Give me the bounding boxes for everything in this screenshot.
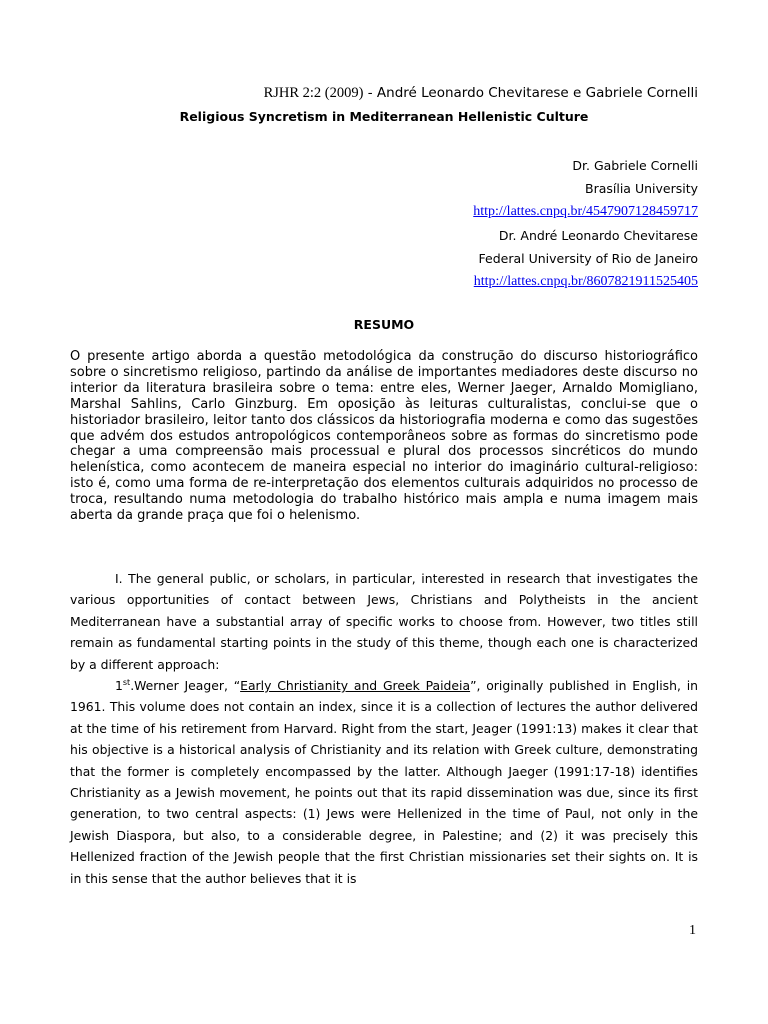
abstract-text: O presente artigo aborda a questão metodológica da construção do discurso historiográfico sobre o sincretismo religioso, partindo da análise de importantes mediadores deste discurso no interior da literatura brasileira sobre o tema: entre eles, Werner Jaeger, Arnaldo Momigliano, Marshal Sahlins, Carlo Ginzburg. Em oposição às leituras culturalistas, conclui-se que o historiador brasileiro, leitor tanto dos clássicos da historiografia moderna e como das sugestões que advém dos estudos antropológicos contemporâneos sobre as formas do sincretismo pode chegar a uma compreensão mais processual e plural dos processos sincréticos do mundo helenística, como acontecem de maneira especial no interior do imaginário cultural-religioso: isto é, como uma forma de re-interpretação dos elementos culturais adquiridos no processo de troca, resultando numa metodologia do trabalho histórico mais ampla e numa imagem mais aberta da grande praça que foi o helenismo. [70,349,698,524]
author-affiliation: Brasília University [585,181,698,197]
author-block [473,154,698,293]
author-lattes-link[interactable]: http://lattes.cnpq.br/4547907128459717 [473,204,698,220]
paragraph-text: .Werner Jeager, “ [130,678,241,694]
page-number: 1 [689,923,696,938]
author-lattes-link[interactable]: http://lattes.cnpq.br/8607821911525405 [473,274,698,290]
body-text [70,568,698,889]
abstract-heading: RESUMO [353,317,415,332]
article-title: Religious Syncretism in Mediterranean Hellenistic Culture [179,109,589,124]
journal-citation: RJHR 2:2 (2009) [263,85,364,101]
list-number: 1 [115,678,123,694]
author-affiliation: Federal University of Rio de Janeiro [478,250,698,266]
paragraph-text: ”, originally published in English, in 1961. This volume does not contain an index, since it is a collection of lectures the author delivered at the time of his retirement from Harvard. Right from the start, Jeager (1991:13) makes it clear that his objective is a historical analysis of Christianity and its relation with Greek culture, demonstrating that the former is completely encompassed by the latter. Although Jaeger (1991:17-18) identifies Christianity as a Jewish movement, he points out that its rapid dissemination was due, since its first generation, to two central aspects: (1) Jews were Hellenized in the time of Paul, not only in the Jewish Diaspora, but also, to a considerable degree, in Palestine; and (2) it was precisely this Hellenized fraction of the Jewish people that the first Christian missionaries set their sights on. It is in this sense that the author believes that it is [70,678,698,886]
author-name: Dr. André Leonardo Chevitarese [498,227,698,243]
running-header [264,85,698,102]
author-name: Dr. Gabriele Cornelli [572,158,698,173]
book-title: Early Christianity and Greek Paideia [240,678,471,694]
ordinal-suffix: st [122,677,131,687]
header-authors: - André Leonardo Chevitarese e Gabriele Cornelli [363,85,698,101]
body-paragraph: I. The general public, or scholars, in particular, interested in research that investigates the various opportunities of contact between Jews, Christians and Polytheists in the ancient Mediterranean have a substantial array of specific works to choose from. However, two titles still remain as fundamental starting points in the study of this theme, though each one is characterized by a different approach: [70,571,698,672]
body-paragraph [70,675,698,889]
